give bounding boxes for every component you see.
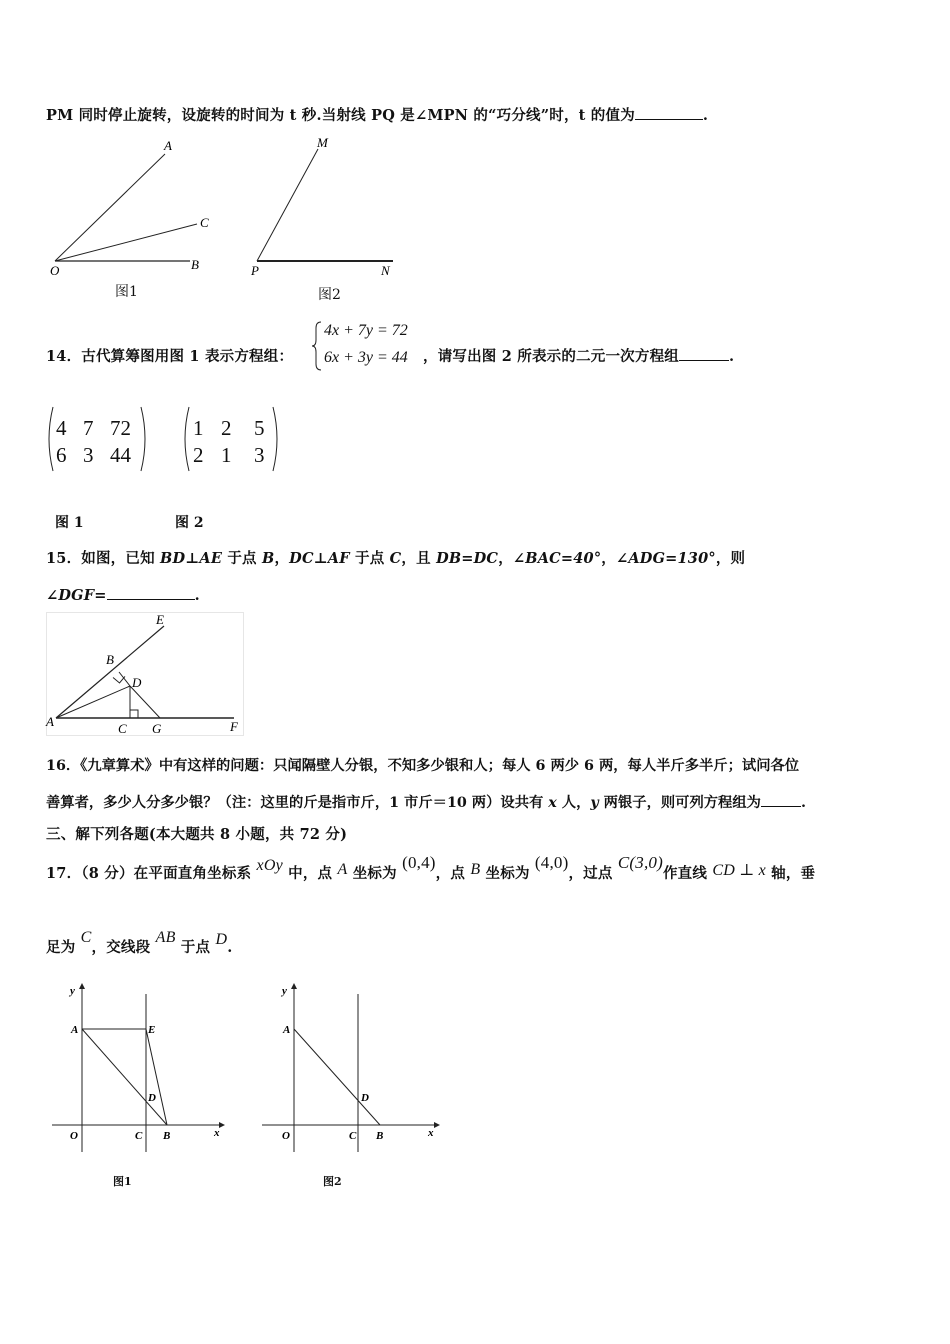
m1-r2-c2: 3 xyxy=(83,443,94,467)
q15-line-2 xyxy=(46,585,200,604)
q17-b-coord: (4,0) xyxy=(534,853,569,872)
q17-fig1-label-b: B xyxy=(163,1130,171,1142)
q17-fig1-label-c: C xyxy=(135,1130,143,1142)
q14-brace xyxy=(311,320,323,372)
q16-text-c: 两银子，则可列方程组为 xyxy=(598,795,761,811)
m2-r2-c1: 2 xyxy=(193,443,204,467)
q16-answer-blank xyxy=(761,792,801,807)
q17-text-d: ，点 xyxy=(435,865,471,882)
q15-point-c: C xyxy=(389,550,402,567)
q15-dc-af: DC⊥AF xyxy=(289,550,350,567)
q17-fig2-label-d: D xyxy=(361,1092,369,1104)
q14-prefix: 14．古代算筹图用图 1 表示方程组： xyxy=(46,348,294,365)
q14-line xyxy=(46,345,293,366)
m1-r2-c3: 44 xyxy=(110,443,131,467)
q13-fig1-label-c: C xyxy=(200,215,209,230)
q13-fig2-caption: 图2 xyxy=(318,287,341,303)
q17-fig2-label-b: B xyxy=(376,1130,384,1142)
q15-answer-blank xyxy=(107,585,195,600)
q17-cd-perp-x: CD ⊥ x xyxy=(712,862,766,879)
m1-r1-c2: 7 xyxy=(83,416,94,440)
q15-text-e: ，且 xyxy=(401,550,437,567)
q13-fig1-label-o: O xyxy=(50,263,60,278)
q17-fig2-label-o: O xyxy=(282,1130,290,1142)
q17-fig2-label-c: C xyxy=(349,1130,357,1142)
q13-fig1-caption: 图1 xyxy=(115,284,138,300)
q15-text-g: ，∠ xyxy=(601,550,629,567)
section-3-heading: 三、解下列各题(本大题共 8 小题，共 72 分) xyxy=(46,826,348,843)
q17-point-b: B xyxy=(470,861,481,878)
q13-text: PM 同时停止旋转，设旋转的时间为 t 秒.当射线 PQ 是∠MPN 的“巧分线”时，t 的值为 xyxy=(46,107,635,124)
q14-eq2: 6x + 3y = 44 xyxy=(324,349,408,366)
q17-text-l2a: 足为 xyxy=(46,939,81,956)
q17-fig1-label-o: O xyxy=(70,1130,78,1142)
q17-text-f: ，过点 xyxy=(568,865,618,882)
q15-label-f: F xyxy=(230,719,238,734)
q15-label-c: C xyxy=(118,721,127,736)
q14-answer-blank xyxy=(679,346,729,361)
m1-r1-c1: 4 xyxy=(56,416,67,440)
q17-c-point: C(3,0) xyxy=(617,853,663,872)
q15-label-b: B xyxy=(106,652,114,667)
q17-xoy: xOy xyxy=(256,857,283,874)
q17-text-b: 中，点 xyxy=(282,865,338,882)
q13-figure-1 xyxy=(40,135,230,305)
q15-label-g: G xyxy=(152,721,162,736)
q17-text-l2b: ，交线段 xyxy=(91,939,156,956)
q17-text-a: 17．（8 分）在平面直角坐标系 xyxy=(46,865,257,882)
q17-figure-1 xyxy=(50,980,230,1160)
q15-angle-sign: ∠ xyxy=(46,587,59,604)
q14-fig1-caption: 图 1 xyxy=(55,515,84,531)
q17-text-c: 坐标为 xyxy=(347,865,403,882)
q15-text-b: 于点 xyxy=(222,550,262,567)
q14-matrix-1 xyxy=(56,416,140,468)
q15-dgf: DGF= xyxy=(58,587,107,604)
q17-fig2-caption: 图2 xyxy=(323,1175,342,1188)
q13-fig1-label-b: B xyxy=(191,257,199,272)
q13-fig2-label-p: P xyxy=(251,263,259,278)
q17-fig1-label-a: A xyxy=(71,1024,79,1036)
m2-r1-c2: 2 xyxy=(221,416,232,440)
q13-figure-2 xyxy=(245,135,415,305)
q13-fig2-label-n: N xyxy=(381,263,390,278)
q15-text-c: ， xyxy=(274,550,290,567)
q17-fig1-label-y: y xyxy=(70,985,75,997)
q15-text-h: ，则 xyxy=(715,550,746,567)
q16-var-x: x xyxy=(548,795,557,811)
q17-text-l2c: 于点 xyxy=(175,939,216,956)
q16-end: . xyxy=(800,795,806,811)
q14-eq1: 4x + 7y = 72 xyxy=(324,322,408,339)
q16-line-2 xyxy=(46,792,806,812)
q16-line-1: 16．《九章算术》中有这样的问题：只闻隔壁人分银，不知多少银和人；每人 6 两少 6 两，每人半斤多半斤；试问各位 xyxy=(46,758,800,774)
q17-line-2 xyxy=(46,929,233,957)
q17-fig1-caption: 图1 xyxy=(113,1175,132,1188)
q15-figure xyxy=(46,612,246,737)
q13-text-line xyxy=(46,104,708,125)
q15-line-1 xyxy=(46,547,745,568)
q14-end: . xyxy=(728,348,735,365)
q17-fig2-label-y: y xyxy=(282,985,287,997)
q15-label-a: A xyxy=(46,714,54,729)
q14-matrix-2 xyxy=(193,416,274,468)
q15-bac: BAC=40° xyxy=(525,550,602,567)
q17-fig2-label-a: A xyxy=(283,1024,291,1036)
q17-figure-2 xyxy=(260,980,445,1160)
q15-label-e: E xyxy=(156,612,164,627)
q13-fig2-label-m: M xyxy=(317,135,328,150)
q17-line-1 xyxy=(46,853,816,883)
q17-text-h: 轴，垂 xyxy=(765,865,816,882)
q17-fig1-label-e: E xyxy=(148,1024,156,1036)
q17-foot-c: C xyxy=(80,929,92,946)
q15-text-f: ，∠ xyxy=(498,550,526,567)
q14-suffix: ，请写出图 2 所表示的二元一次方程组 xyxy=(423,348,679,365)
m2-r2-c3: 3 xyxy=(254,443,265,467)
q17-point-a: A xyxy=(337,861,348,878)
q16-text-a: 善算者，多少人分多少银？（注：这里的斤是指市斤，1 市斤＝10 两）设共有 xyxy=(46,795,549,811)
q13-answer-blank xyxy=(635,105,703,120)
q15-end: . xyxy=(194,587,200,604)
m1-r1-c3: 72 xyxy=(110,416,131,440)
q17-segment-ab: AB xyxy=(155,929,176,946)
q17-end: . xyxy=(227,939,233,956)
q17-point-d: D xyxy=(215,931,228,948)
q13-fig1-label-a: A xyxy=(164,138,172,153)
m2-r2-c2: 1 xyxy=(221,443,232,467)
m2-r1-c1: 1 xyxy=(193,416,204,440)
q17-fig2-label-x: x xyxy=(428,1127,434,1139)
q16-var-y: y xyxy=(590,795,599,811)
m1-r2-c1: 6 xyxy=(56,443,67,467)
q13-end: . xyxy=(702,107,709,124)
q17-fig1-label-x: x xyxy=(214,1127,220,1139)
q17-a-coord: (0,4) xyxy=(402,853,436,872)
q16-text-b: 人， xyxy=(556,795,591,811)
q14-suffix-line xyxy=(423,345,734,366)
q14-fig2-caption: 图 2 xyxy=(175,515,204,531)
q15-db-dc: DB=DC xyxy=(436,550,499,567)
q15-text-d: 于点 xyxy=(349,550,390,567)
q15-text-a: 15．如图，已知 xyxy=(46,550,161,567)
q17-text-e: 坐标为 xyxy=(480,865,535,882)
q15-label-d: D xyxy=(132,675,142,690)
q15-bd-ae: BD⊥AE xyxy=(160,550,223,567)
q17-fig1-label-d: D xyxy=(148,1092,156,1104)
q15-point-b: B xyxy=(262,550,275,567)
q15-adg: ADG=130° xyxy=(628,550,716,567)
m2-r1-c3: 5 xyxy=(254,416,265,440)
q17-text-g: 作直线 xyxy=(662,865,713,882)
